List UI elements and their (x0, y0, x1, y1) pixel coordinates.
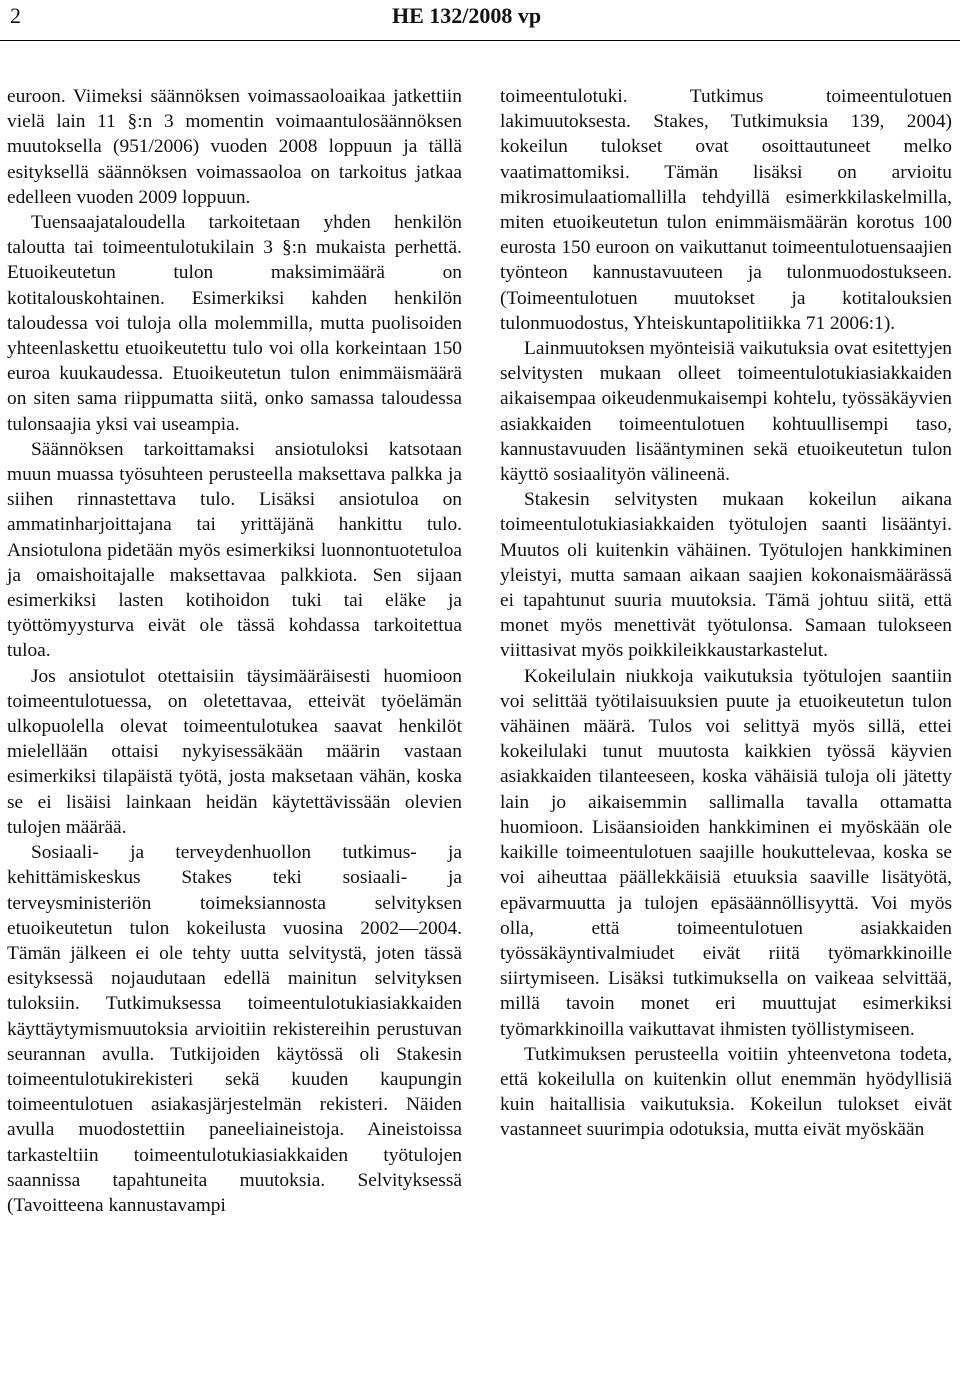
paragraph: Tutkimuksen perusteella voitiin yhteenvetona todeta, että kokeilulla on kuitenkin ollut enemmän hyödyllisiä kuin haitallisia vaikutuksia. Kokeilun tulokset eivät vastanneet suurimpia odotuksia, mutta eivät myöskään (500, 1043, 952, 1141)
paragraph: Stakesin selvitysten mukaan kokeilun aikana toimeentulotukiasiakkaiden työtulojen saanti lisääntyi. Muutos oli kuitenkin vähäinen. Työtulojen hankkiminen yleistyi, mutta samaan aikaan saajien kokonaismäärässä ei tapahtunut suuria muutoksia. Tämä johtuu siitä, että monet myös menettivät työtulonsa. Samaan tulokseen viittasivat myös poikkileikkaustarkastelut. (500, 489, 952, 662)
paragraph: Jos ansiotulot otettaisiin täysimääräisesti huomioon toimeentulotuessa, on oletettavaa, etteivät työelämän ulkopuolella olevat toimeentulotukea saavat henkilöt mielellään ottaisi nykyisessäkään määrin vastaan esimerkiksi tilapäistä työtä, josta maksetaan vähän, koska se ei lisäisi lainkaan heidän käytettävissään olevien tulojen määrää. (7, 665, 462, 838)
right-column (500, 84, 952, 1143)
paragraph: Tuensaajataloudella tarkoitetaan yhden henkilön taloutta tai toimeentulotukilain 3 §:n mukaista perhettä. Etuoikeutetun tulon maksimimäärä on kotitalouskohtainen. Esimerkiksi kahden henkilön taloudessa voi tuloja olla molemmilla, mutta puolisoiden yhteenlaskettu etuoikeutettu tulo voi olla korkeintaan 150 euroa kuukaudessa. Etuoikeutetun tulon enimmäismäärä on siten sama riippumatta siitä, onko samassa taloudessa tulonsaajia yksi vai useampia. (7, 212, 462, 435)
paragraph: Lainmuutoksen myönteisiä vaikutuksia ovat esitettyjen selvitysten mukaan olleet toimeentulotukiasiakkaiden aikaisempaa oikeudenmukaisempi kohtelu, työssäkäyvien asiakkaiden toimeentulotuen kohtuullisempi taso, kannustavuuden lisääntyminen sekä etuoikeutetun tulon käyttö sosiaalityön välineenä. (500, 338, 952, 486)
paragraph: Sosiaali- ja terveydenhuollon tutkimus- ja kehittämiskeskus Stakes teki sosiaali- ja terveysministeriön toimeksiannosta selvityksen etuoikeutetun tulon kokeilusta vuosina 2002—2004. Tämän jälkeen ei ole tehty uutta selvitystä, joten tässä esityksessä nojaudutaan edellä mainitun selvityksen tuloksiin. Tutkimuksessa toimeentulotukiasiakkaiden käyttäytymismuutoksia arvioitiin rekistereihin perustuvan seurannan avulla. Tutkijoiden käytössä oli Stakesin toimeentulotukirekisteri sekä kuuden kaupungin toimeentulotuen asiakasjärjestelmän rekisteri. Näiden avulla muodostettiin paneeliaineistoja. Aineistoissa tarkasteltiin toimeentulotukiasiakkaiden työtulojen saannissa tapahtuneita muutoksia. Selvityksessä (Tavoitteena kannustavampi (7, 842, 462, 1216)
paragraph: Säännöksen tarkoittamaksi ansiotuloksi katsotaan muun muassa työsuhteen perusteella maksettava palkka ja siihen rinnastettava tulo. Lisäksi ansiotuloa on ammatinharjoittajana tai yrittäjänä hankittu tulo. Ansiotulona pidetään myös esimerkiksi luonnontuotetuloa ja omaishoitajalle maksettavaa palkkiota. Sen sijaan esimerkiksi lasten kotihoidon tuki tai eläke ja työttömyysturva eivät ole tässä kohdassa tarkoitettua tuloa. (7, 438, 462, 662)
paragraph: toimeentulotuki. Tutkimus toimeentulotuen lakimuutoksesta. Stakes, Tutkimuksia 139, 2004) kokeilun tulokset ovat osoittautuneet melko vaatimattomiksi. Tämän lisäksi on arvioitu mikrosimulaatiomallilla tehdyillä esimerkkilaskelmilla, miten etuoikeutetun tulon enimmäismäärän korotus 100 eurosta 150 euroon on vaikuttanut toimeentulotuensaajien työnteon kannustavuuteen ja tulonmuodostukseen. (Toimeentulotuen muutokset ja kotitalouksien tulonmuodostus, Yhteiskuntapolitiikka 71 2006:1). (500, 86, 952, 334)
page-number: 2 (10, 3, 21, 28)
paragraph: Kokeilulain niukkoja vaikutuksia työtulojen saantiin voi selittää työtilaisuuksien puute ja etuoikeutetun tulon vähäinen määrä. Tulos voi selittyä myös sillä, ettei kokeilulaki tunut muutosta kaikkien työssä käyvien asiakkaiden tilanteeseen, koska vähäisiä tuloja oli jätetty lain jo aikaisemmin sallimalla tavalla ottamatta huomioon. Lisäansioiden hankkiminen ei myöskään ole kaikille toimeentulotuen saajille houkuttelevaa, koska se voi aiheuttaa päällekkäisiä etuuksia saaville lisätyötä, epävarmuutta ja tulojen epäsäännöllisyyttä. Voi myös olla, että toimeentulotuen asiakkaiden työssäkäyntivalmiudet eivät riitä työmarkkinoille siirtymiseen. Lisäksi tutkimuksella on vaikeaa selvittää, millä tavoin monet eri muuttujat esimerkiksi työmarkkinoilla vaikuttavat ihmisten työllistymiseen. (500, 665, 952, 1040)
page-header (0, 0, 960, 41)
paragraph: euroon. Viimeksi säännöksen voimassaoloaikaa jatkettiin vielä lain 11 §:n 3 momentin voimaantulosäännöksen muutoksella (951/2006) vuoden 2008 loppuun ja tällä esityksellä säännöksen voimassaoloa on tarkoitus jatkaa edelleen vuoden 2009 loppuun. (7, 86, 462, 208)
left-column (7, 84, 462, 1218)
document-id: HE 132/2008 vp (392, 3, 542, 28)
